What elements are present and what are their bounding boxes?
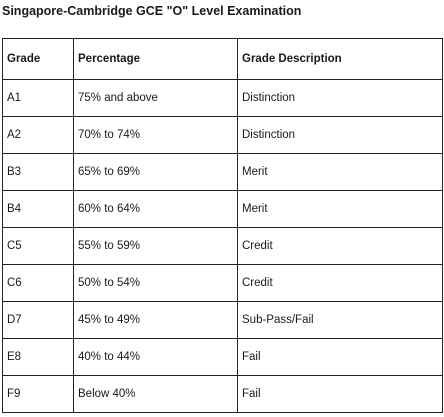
page-title: Singapore-Cambridge GCE "O" Level Examination [2,4,302,18]
percentage-cell: 75% and above [74,80,238,117]
description-cell: Credit [238,265,443,302]
grade-cell: E8 [3,339,74,376]
description-cell: Distinction [238,117,443,154]
grade-cell: C6 [3,265,74,302]
grade-cell: A2 [3,117,74,154]
description-cell: Merit [238,191,443,228]
percentage-cell: 40% to 44% [74,339,238,376]
percentage-cell: 55% to 59% [74,228,238,265]
grade-cell: C5 [3,228,74,265]
header-grade: Grade [3,39,74,80]
description-cell: Distinction [238,80,443,117]
table-header [3,39,443,80]
percentage-cell: 45% to 49% [74,302,238,339]
grade-cell: D7 [3,302,74,339]
table-body [3,80,443,413]
table-row [3,302,443,339]
table-row [3,191,443,228]
description-cell: Credit [238,228,443,265]
grade-cell: F9 [3,376,74,413]
header-percentage: Percentage [74,39,238,80]
table-row [3,154,443,191]
description-cell: Merit [238,154,443,191]
percentage-cell: 70% to 74% [74,117,238,154]
percentage-cell: 60% to 64% [74,191,238,228]
grade-cell: B3 [3,154,74,191]
header-row [3,39,443,80]
percentage-cell: Below 40% [74,376,238,413]
table-row [3,117,443,154]
description-cell: Fail [238,339,443,376]
grade-table [2,38,443,413]
description-cell: Sub-Pass/Fail [238,302,443,339]
table-row [3,80,443,117]
grade-cell: B4 [3,191,74,228]
table-row [3,228,443,265]
percentage-cell: 50% to 54% [74,265,238,302]
table-row [3,376,443,413]
table-row [3,339,443,376]
description-cell: Fail [238,376,443,413]
percentage-cell: 65% to 69% [74,154,238,191]
table-row [3,265,443,302]
header-grade-description: Grade Description [238,39,443,80]
grade-cell: A1 [3,80,74,117]
